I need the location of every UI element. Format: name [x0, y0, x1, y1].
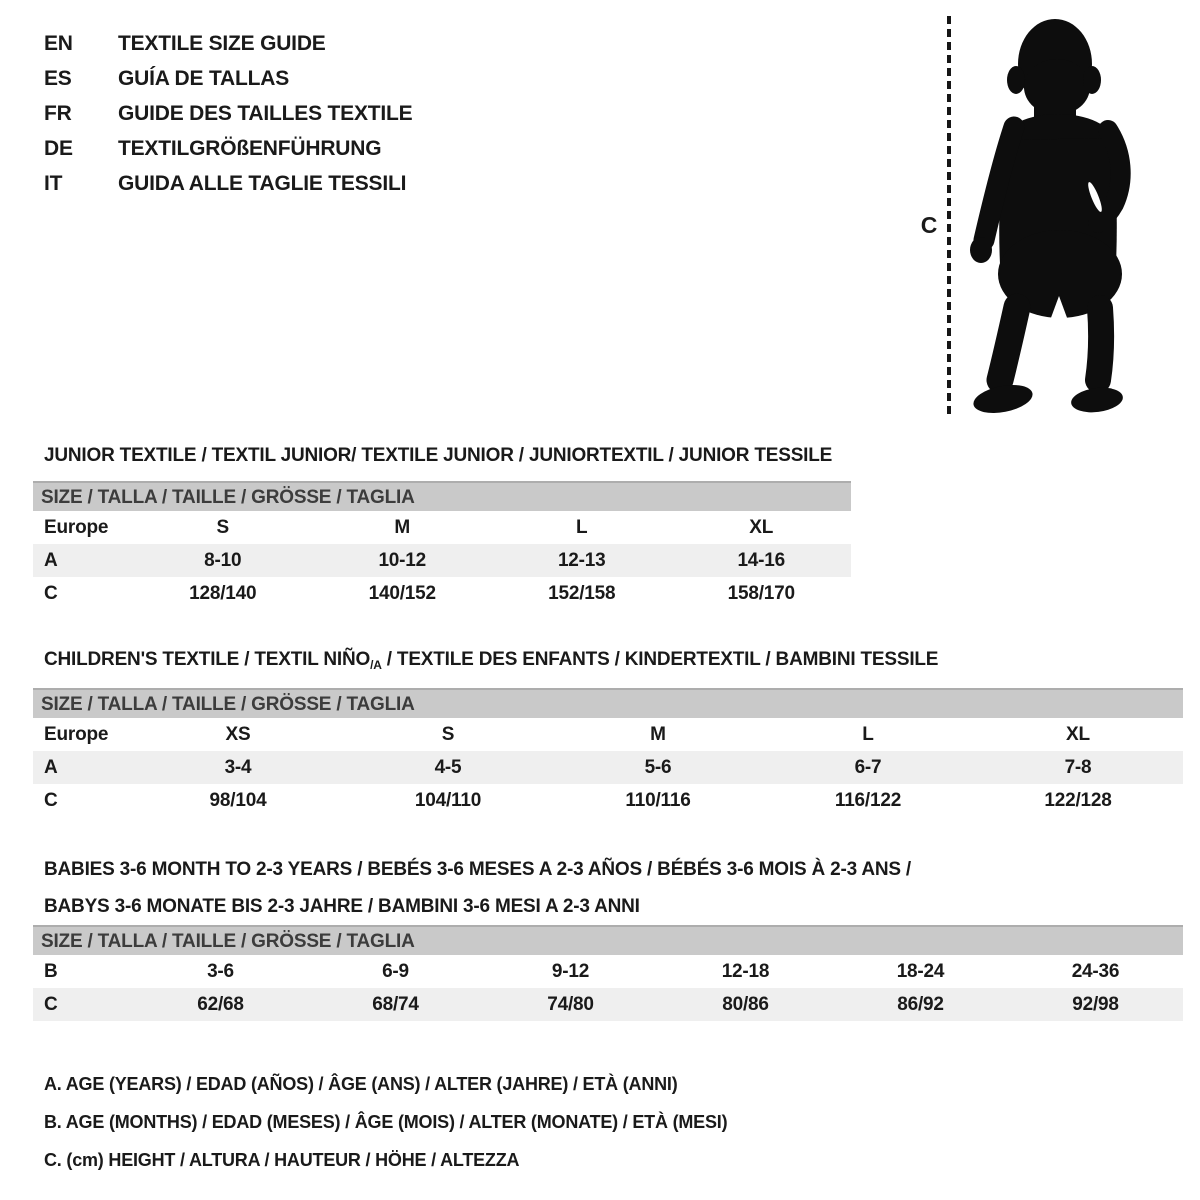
footnote: C. (cm) HEIGHT / ALTURA / HAUTEUR / HÖHE / ALTEZZA [44, 1150, 520, 1170]
size-table [33, 481, 851, 610]
table-rows [33, 511, 851, 610]
cell-value: L [862, 724, 874, 745]
cell-value: 110/116 [625, 790, 691, 811]
table-rows [33, 955, 1183, 1021]
cell-value: S [216, 517, 229, 538]
cell-value: 68/74 [372, 994, 419, 1015]
cell-value: 4-5 [434, 757, 462, 778]
cell-value: 104/110 [414, 790, 482, 811]
language-row [44, 131, 412, 166]
language-row [44, 26, 412, 61]
table-row [33, 784, 1183, 817]
language-row [44, 96, 412, 131]
table-row [33, 511, 851, 544]
language-title: GUIDE DES TAILLES TEXTILE [118, 102, 413, 125]
cell-value: 6-9 [382, 961, 409, 982]
cell-value: L [576, 517, 588, 538]
language-title: GUÍA DE TALLAS [118, 67, 290, 90]
language-title-list [44, 26, 412, 201]
cell-value: 80/86 [722, 994, 769, 1015]
footnote: B. AGE (MONTHS) / EDAD (MESES) / ÂGE (MOIS) / ALTER (MONATE) / ETÀ (MESI) [44, 1112, 728, 1132]
language-title: TEXTILE SIZE GUIDE [118, 32, 326, 55]
table-rows [33, 718, 1183, 817]
cell-value: S [441, 724, 455, 745]
cell-value: 98/104 [209, 790, 267, 811]
cell-value: 116/122 [834, 790, 902, 811]
cell-value: XL [749, 517, 774, 538]
language-title: GUIDA ALLE TAGLIE TESSILI [118, 172, 407, 195]
cell-value: 5-6 [644, 757, 672, 778]
cell-value: 158/170 [727, 583, 795, 604]
cell-value: 7-8 [1064, 757, 1092, 778]
table-row [33, 577, 851, 610]
language-row [44, 166, 412, 201]
row-label: C [44, 994, 58, 1015]
row-label: C [44, 583, 58, 604]
size-header-band: SIZE / TALLA / TAILLE / GRÖSSE / TAGLIA [33, 688, 1183, 718]
cell-value: M [650, 724, 666, 745]
cell-value: 3-4 [224, 757, 252, 778]
cell-value: 12-18 [721, 961, 770, 982]
section-title: CHILDREN'S TEXTILE / TEXTIL $NIÑO_{/A}$ / TEXTILE DES ENFANTS / KINDERTEXTIL / BAMBINI TESSILE [44, 649, 939, 672]
cell-value: 8-10 [204, 550, 242, 571]
size-header-band: SIZE / TALLA / TAILLE / GRÖSSE / TAGLIA [33, 481, 851, 511]
cell-value: 24-36 [1071, 961, 1120, 982]
cell-value: M [394, 517, 411, 538]
cell-value: 86/92 [897, 994, 944, 1015]
cell-value: XS [225, 724, 251, 745]
row-label: B [44, 961, 58, 982]
cell-value: 3-6 [207, 961, 234, 982]
language-title: TEXTILGRÖßENFÜHRUNG [118, 137, 382, 160]
language-code: ES [44, 67, 72, 90]
row-label: A [44, 757, 58, 778]
cell-value: 74/80 [547, 994, 594, 1015]
cell-value: 12-13 [557, 550, 606, 571]
language-code: FR [44, 102, 72, 125]
cell-value: 14-16 [737, 550, 786, 571]
size-table [33, 925, 1183, 1021]
table-row [33, 751, 1183, 784]
table-row [33, 544, 851, 577]
cell-value: 10-12 [378, 550, 427, 571]
row-label: A [44, 550, 58, 571]
cell-value: 92/98 [1072, 994, 1119, 1015]
row-label: Europe [44, 724, 109, 745]
footnote: A. AGE (YEARS) / EDAD (AÑOS) / ÂGE (ANS) / ALTER (JAHRE) / ETÀ (ANNI) [44, 1074, 678, 1094]
cell-value: 18-24 [896, 961, 945, 982]
height-measure-dashed-line [947, 16, 951, 418]
language-code: EN [44, 32, 73, 55]
cell-value: XL [1066, 724, 1090, 745]
table-row [33, 988, 1183, 1021]
table-row [33, 718, 1183, 751]
row-label: C [44, 790, 58, 811]
cell-value: 122/128 [1044, 790, 1112, 811]
language-code: DE [44, 137, 73, 160]
toddler-silhouette-icon [962, 12, 1144, 420]
size-header-band: SIZE / TALLA / TAILLE / GRÖSSE / TAGLIA [33, 925, 1183, 955]
row-label: Europe [44, 517, 109, 538]
language-row [44, 61, 412, 96]
cell-value: 6-7 [854, 757, 882, 778]
section-title: BABIES 3-6 MONTH TO 2-3 YEARS / BEBÉS 3-6 MESES A 2-3 AÑOS / BÉBÉS 3-6 MOIS À 2-3 ANS / BABYS 3-6 MONATE BIS 2-3 JAHRE / BAMBINI 3-6 MESI A 2-3 ANNI [44, 859, 912, 917]
size-table [33, 688, 1183, 817]
cell-value: 152/158 [548, 583, 616, 604]
cell-value: 140/152 [368, 583, 436, 604]
cell-value: 128/140 [189, 583, 257, 604]
table-row [33, 955, 1183, 988]
height-measure-label: C [920, 212, 938, 238]
footnotes-block [44, 1065, 727, 1179]
language-code: IT [44, 172, 63, 195]
cell-value: 9-12 [551, 961, 590, 982]
section-title: JUNIOR TEXTILE / TEXTIL JUNIOR/ TEXTILE JUNIOR / JUNIORTEXTIL / JUNIOR TESSILE [44, 445, 833, 466]
cell-value: 62/68 [197, 994, 244, 1015]
